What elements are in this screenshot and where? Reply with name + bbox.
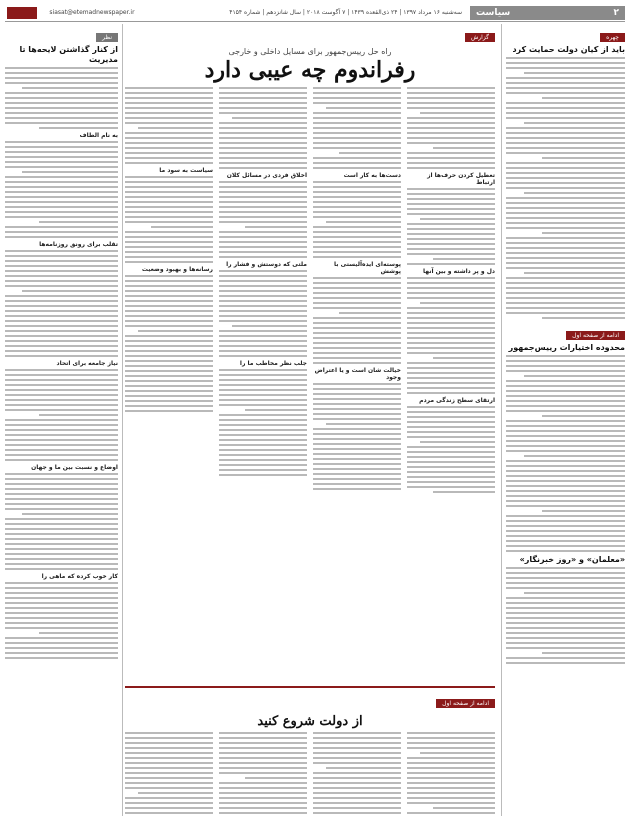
bottom-headline: از دولت شروع کنید [257,714,363,729]
article-column [219,87,307,496]
subhead: کار خوب کرده که ماهی را [41,573,118,580]
section-tag: نظر [96,33,118,42]
article-body [506,57,625,319]
article-body [5,369,118,461]
subhead: به نام الطاف [79,132,118,139]
article-body [506,355,625,552]
right-column [501,24,625,816]
subhead: ارتقای سطح زندگی مردم [419,397,495,405]
article-column [313,87,401,496]
section-tag: چهره [600,33,625,42]
subhead: دست‌ها به کار است [343,172,401,180]
section-banner [470,6,625,20]
headline-kicker: راه حل رییس‌جمهور برای مسایل داخلی و خارجی [228,47,392,56]
article-body [5,141,118,238]
subhead: تقلب برای رونق روزنامه‌ها [39,241,118,248]
article-title: محدوده اختیارات رییس‌جمهور [508,343,625,352]
article-title: از کنار گذاشتن لایحه‌ها تا مدیریت [19,45,118,64]
section-email[interactable]: siasat@etemadnewspaper.ir [49,9,135,16]
bottom-article [125,686,495,816]
left-column [5,24,123,816]
page-header [5,4,625,22]
dateline: سه‌شنبه ۱۶ مرداد ۱۳۹۷ | ۲۴ ذی‌القعده ۱۴۳۹ | ۷ آگوست ۲۰۱۸ | سال شانزدهم | شماره ۴۱۵۴ [229,9,462,16]
center-column [125,24,495,816]
section-name: سیاست [476,7,511,18]
subhead: خیالت شان است و یا اعتراض وجود [314,367,401,382]
article-title: «معلمان» و «روز خبرنگار» [519,555,625,564]
subhead: ملتی که دوستش و فشار را [226,261,307,269]
subhead: تعطیل کردن حرف‌ها از ارتباط [427,172,495,187]
article-column [407,87,495,496]
subhead: رسانه‌ها و بهبود وضعیت [141,266,213,274]
page-number: ۲ [613,7,619,18]
subhead: جلب نظر مخاطب ما را [239,360,307,368]
article-body [5,582,118,659]
subhead: سیاست به سود ما [159,167,213,175]
article-body [506,567,625,664]
subhead: پوسته‌ای ایده‌آلیستی با پوشش [334,261,401,276]
section-tag: ادامه از صفحه اول [436,699,495,708]
subhead: دل و پر داشته و بین آنها [422,268,495,276]
subhead: اخلاق فردی در مسائل کلان [226,172,307,180]
section-tag: ادامه از صفحه اول [566,331,625,340]
section-tag: گزارش [465,33,495,42]
article-body [5,250,118,357]
article-title: باید از کیان دولت حمایت کرد [512,45,625,54]
article-column [125,87,213,496]
article-body [5,473,118,570]
newspaper-logo [7,7,37,19]
subhead: اوضاع و نسبت بین ما و جهان [31,464,118,471]
subhead: نیاز جامعه برای اتحاد [56,360,118,367]
main-headline: رفراندوم چه عیبی دارد [204,57,416,83]
main-article [125,87,495,496]
article-body [5,67,118,129]
